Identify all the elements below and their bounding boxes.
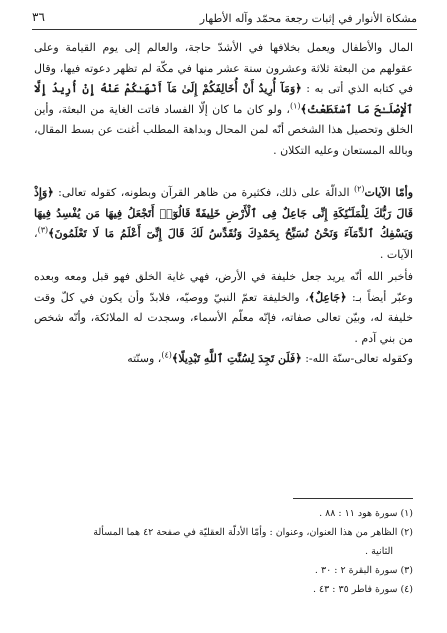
text-line: ، ولو كان ما كان إلّا <box>198 102 290 116</box>
quran-verse: ﴿فَلَن تَجِدَ لِسُنَّتِ ٱللَّهِ تَبْدِيلًا﴾ <box>171 352 302 365</box>
text-line: الدالّة على ذلك، فكثيرة من ظاهر القرآن وبطونه، <box>120 186 354 199</box>
main-text <box>34 38 413 370</box>
footnote-ref-2[interactable]: (٢) <box>353 184 365 194</box>
quran-verse: وَنُقَدِّسُ لَكَ قَالَ إِنِّىٓ أَعْلَمُ مَا لَا تَعْلَمُونَ﴾ <box>48 227 243 240</box>
text-line: التكلان . <box>273 143 311 157</box>
footnote-ref-4[interactable]: (٤) <box>161 350 172 360</box>
text-line: ومعه وبعده وعبّر أيضاً بـ: <box>34 270 413 304</box>
footnote-ref-1[interactable]: (١) <box>289 100 301 110</box>
footnote-2-continued: الثانية . <box>365 546 393 557</box>
page-header <box>32 10 417 30</box>
page-number: ٣٦ <box>32 10 45 24</box>
text-line: فأخبر الله أنّه يريد جعل خليفة في الأرض، فهي غاية الخلق فهو قبل <box>91 270 414 283</box>
text-line: وأن يكون في كلّ وقت خليفة له، وبيّن تعالى صفاته، فإنّه معلّم الأسماء، <box>34 290 413 324</box>
text-line: وعلى عقولهم من البعثة ثلاثة وعشرون سنة عشر منها في مكّة لم تظهر <box>34 41 414 75</box>
text-line: الفساد فاتت الغاية من البعثة، وأين الخلق وتحصيل هذا الشخص أنّه لمن <box>34 102 414 136</box>
section-lead: وأمّا الآيات <box>364 186 414 199</box>
paragraph-4 <box>34 349 413 370</box>
paragraph-gap <box>34 161 413 183</box>
quran-verse: ﴿وَمَآ أُرِيدُ أَنْ أُخَالِفَكُمْ إِلَىٰ مَآ <box>167 82 302 95</box>
text-line: كقوله تعالى: <box>53 186 117 199</box>
footnote-4: (٤) سورة فاطر ٣٥ : ٤٣ . <box>313 584 413 595</box>
text-line: وكقوله تعالى-سنّة الله-: <box>301 352 413 365</box>
footnote-3: (٣) سورة البقرة ٢ : ٣٠ . <box>314 565 413 576</box>
quran-verse: قَالُوٓا۟ أَتَجْعَلُ فِيهَا مَن يُفْسِدُ فِيهَا وَيَسْفِكُ ٱلدِّمَآءَ وَنَحْنُ نُسَبِّحُ بِحَمْدِكَ <box>34 206 413 240</box>
footnote-ref-3[interactable]: (٣) <box>37 225 49 235</box>
footnote-1: (١) سورة هود ١١ : ٨٨ . <box>319 508 413 519</box>
quran-verse: أَنْهَـٰكُمْ عَنْهُ إِنْ أُرِيدُ إِلَّا ٱلْإِصْلَـٰحَ مَا ٱسْتَطَعْتُ﴾ <box>34 82 413 116</box>
footnotes <box>34 504 413 599</box>
text-line: المحال وبداهة المطلب أغنت عن بسط المقال، وبالله المستعان وعليه <box>34 123 413 157</box>
running-title: مشكاة الأنوار في إثبات رجعة محمّد وآله الأطهار <box>199 12 417 25</box>
paragraph-2 <box>34 183 413 265</box>
text-line: المال والأطفال ويعمل بخلافها في الأشدّ حاجة، والعالم إلى يوم القيامة <box>65 41 413 54</box>
text-line: وسجدت له الملائكة، وأنّه شخص من بني آدم . <box>34 311 413 345</box>
text-line: دعوته فيها، وقال في كتابه الذي أتى به : <box>34 61 414 95</box>
footnote-divider <box>293 498 413 499</box>
header-divider <box>32 29 417 30</box>
text-line: ، الآيات . <box>34 227 413 261</box>
quran-word: ﴿جَاعِلٌ﴾ <box>308 290 347 304</box>
footnote-2: (٢) الظاهر من هذا العنوان، وعنوان : وأمّا الأدلّة العقليّة في صفحة ٤٢ هما المسألة <box>93 527 413 538</box>
paragraph-1 <box>34 38 413 161</box>
paragraph-3 <box>34 267 413 349</box>
quran-verse: ﴿وَإِذْ قَالَ رَبُّكَ لِلْمَلَـٰٓئِكَةِ إِنِّى جَاعِلٌ فِى ٱلْأَرْضِ خَلِيفَةً <box>34 186 414 220</box>
text-line: ، والخليفة تعمّ النبيّ ووصيّه، فلابدّ <box>149 290 309 304</box>
text-line: ، وسنّته <box>127 352 162 365</box>
